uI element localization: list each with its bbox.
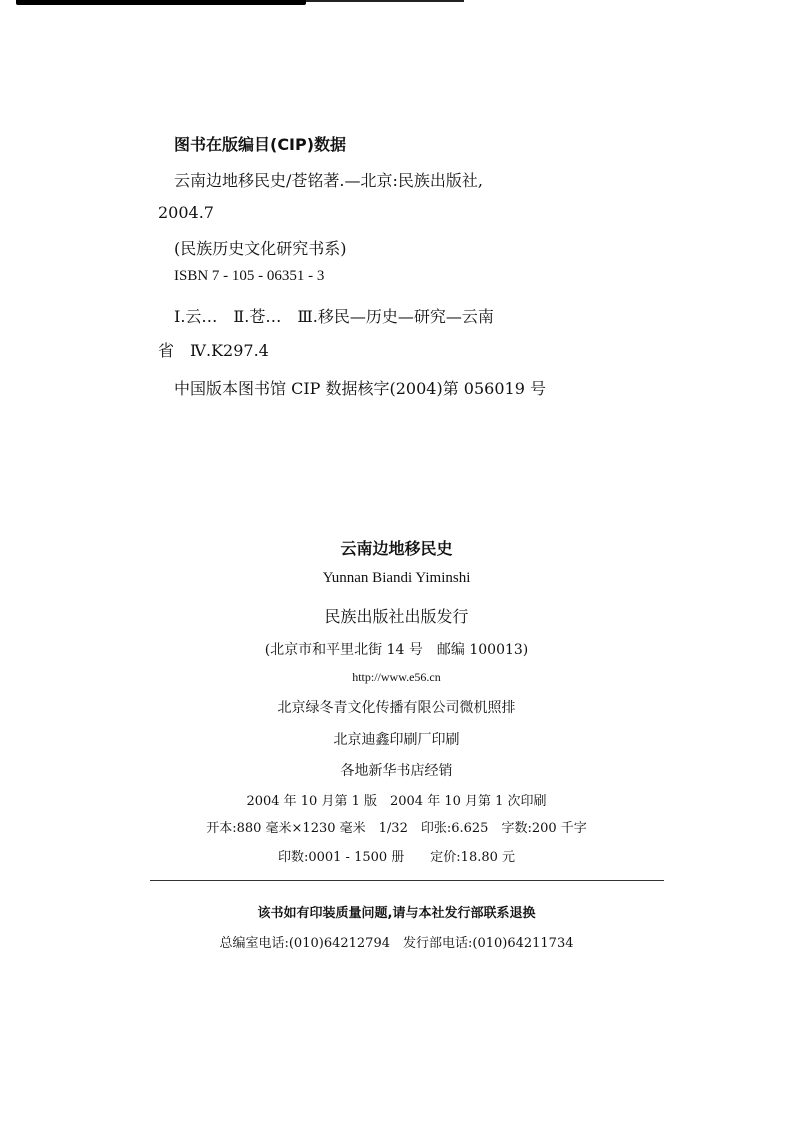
book-title: 云南边地移民史 xyxy=(340,539,453,558)
cip-classification-line-2: 省 Ⅳ.K297.4 xyxy=(158,341,269,360)
typesetting-credit: 北京绿冬青文化传播有限公司微机照排 xyxy=(277,700,516,716)
cip-heading: 图书在版编目(CIP)数据 xyxy=(174,135,347,154)
cip-publication-date: 2004.7 xyxy=(158,203,214,222)
format-info: 开本:880 毫米×1230 毫米 1/32 印张:6.625 字数:200 千字 xyxy=(206,821,587,836)
quality-notice: 该书如有印装质量问题,请与本社发行部联系退换 xyxy=(257,906,536,921)
publisher-address: (北京市和平里北街 14 号 邮编 100013) xyxy=(264,642,529,658)
book-title-pinyin: Yunnan Biandi Yiminshi xyxy=(322,570,471,586)
cip-series: (民族历史文化研究书系) xyxy=(174,239,347,258)
distribution-credit: 各地新华书店经销 xyxy=(340,763,453,779)
cip-bibliographic-line: 云南边地移民史/苍铭著.—北京:民族出版社, xyxy=(174,171,483,190)
cip-verification-number: 中国版本图书馆 CIP 数据核字(2004)第 056019 号 xyxy=(174,379,546,398)
printer-credit: 北京迪鑫印刷厂印刷 xyxy=(333,732,460,748)
top-scan-edge-mark xyxy=(16,0,306,5)
footer-divider xyxy=(150,880,664,881)
cip-classification-line-1: Ⅰ.云… Ⅱ.苍… Ⅲ.移民—历史—研究—云南 xyxy=(174,307,494,326)
cip-isbn: ISBN 7 - 105 - 06351 - 3 xyxy=(174,268,325,284)
contact-phones: 总编室电话:(010)64212794 发行部电话:(010)64211734 xyxy=(219,936,574,951)
print-run-and-price: 印数:0001 - 1500 册 定价:18.80 元 xyxy=(277,850,516,865)
edition-info: 2004 年 10 月第 1 版 2004 年 10 月第 1 次印刷 xyxy=(246,794,547,809)
publisher-url: http://www.e56.cn xyxy=(352,670,441,684)
publisher: 民族出版社出版发行 xyxy=(324,607,469,626)
